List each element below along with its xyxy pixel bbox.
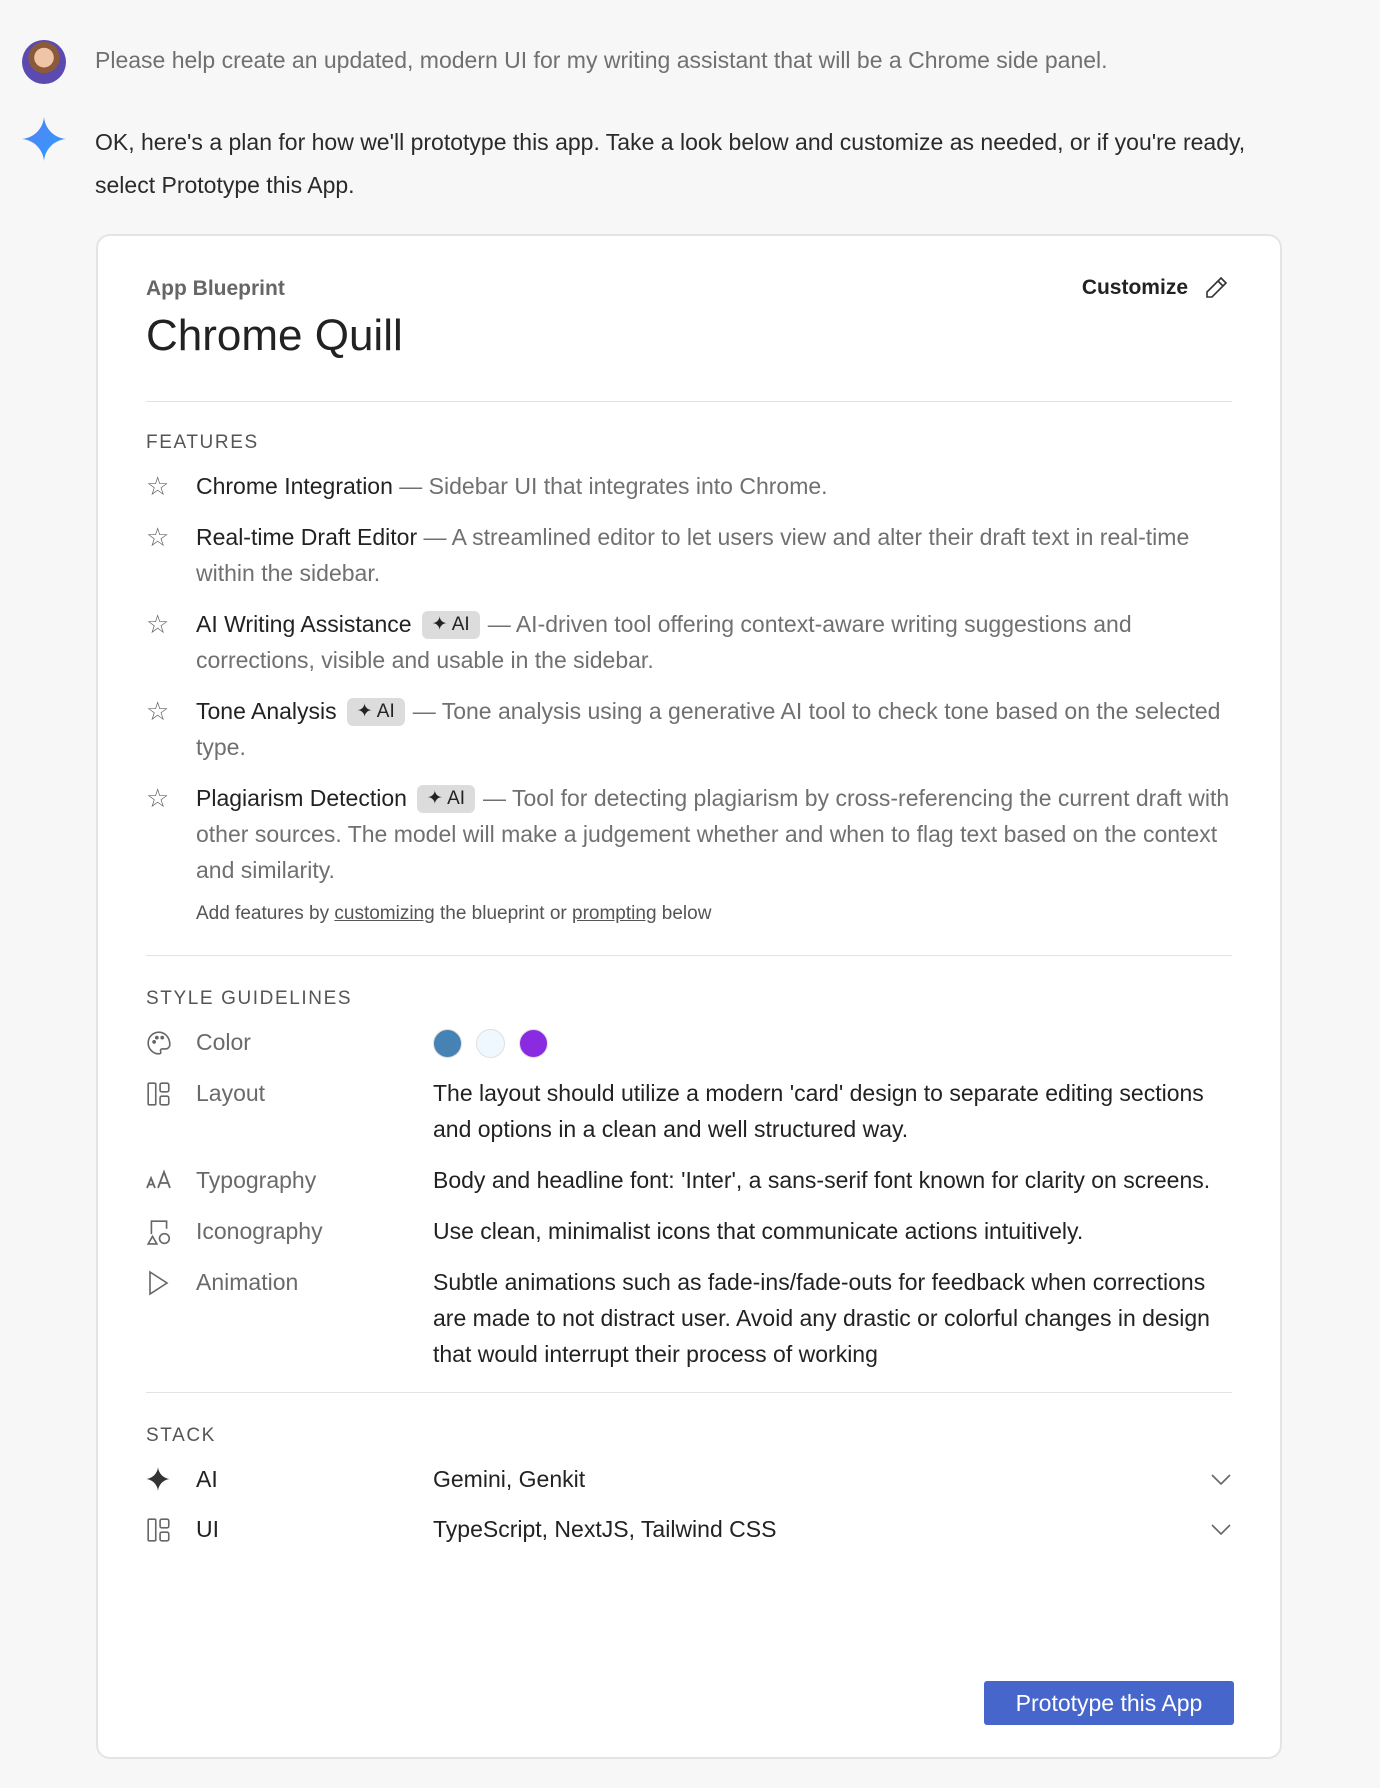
stack-row-ui[interactable] <box>146 1511 1232 1547</box>
feature-item <box>146 519 1232 591</box>
stack-value: Gemini, Genkit <box>433 1466 586 1492</box>
color-swatch[interactable] <box>519 1029 548 1058</box>
ai-badge: ✦ AI <box>422 611 480 639</box>
add-features-note <box>196 903 1232 925</box>
customize-button[interactable] <box>1082 276 1228 300</box>
style-row-animation <box>146 1264 1232 1372</box>
app-title: Chrome Quill <box>146 311 403 360</box>
feature-item <box>146 780 1232 888</box>
style-guidelines-heading: STYLE GUIDELINES <box>146 988 353 1009</box>
style-row-layout <box>146 1075 1232 1147</box>
palette-icon <box>146 1024 196 1060</box>
feature-description: — Tone analysis using a generative AI tool to check tone based on the selected type. <box>196 698 1221 760</box>
feature-item <box>146 693 1232 765</box>
color-swatches <box>433 1024 1232 1060</box>
style-label: Color <box>196 1029 251 1055</box>
feature-name: AI Writing Assistance <box>196 611 412 637</box>
divider <box>146 955 1232 956</box>
feature-name: Chrome Integration <box>196 473 393 499</box>
style-value: The layout should utilize a modern 'card' design to separate editing sections and options in a clean and well structured way. <box>433 1080 1204 1142</box>
stack-label: UI <box>196 1516 219 1542</box>
app-blueprint-card <box>96 234 1282 1759</box>
divider <box>146 401 1232 402</box>
feature-description: — A streamlined editor to let users view and alter their draft text in real-time within the sidebar. <box>196 524 1190 586</box>
assistant-message: OK, here's a plan for how we'll prototype this app. Take a look below and customize as needed, or if you're ready, select Prototype this App. <box>95 129 1246 198</box>
user-message: Please help create an updated, modern UI for my writing assistant that will be a Chrome side panel. <box>95 47 1108 73</box>
features-list <box>146 468 1232 888</box>
stack-list <box>146 1461 1232 1547</box>
stack-heading: STACK <box>146 1425 216 1446</box>
star-icon: ☆ <box>146 471 170 501</box>
stack-value: TypeScript, NextJS, Tailwind CSS <box>433 1516 777 1542</box>
style-guidelines-list <box>146 1024 1232 1372</box>
style-value: Subtle animations such as fade-ins/fade-outs for feedback when corrections are made to not distract user. Avoid any drastic or colorful changes in design that would interrupt their process of working <box>433 1269 1210 1367</box>
style-row-color <box>146 1024 1232 1060</box>
style-row-typography <box>146 1162 1232 1198</box>
feature-name: Plagiarism Detection <box>196 785 407 811</box>
style-row-iconography <box>146 1213 1232 1249</box>
feature-name: Tone Analysis <box>196 698 337 724</box>
star-icon: ☆ <box>146 522 170 552</box>
feature-name: Real-time Draft Editor <box>196 524 418 550</box>
chevron-down-icon[interactable] <box>1210 1461 1232 1497</box>
note-text: below <box>656 903 712 924</box>
style-label: Typography <box>196 1167 317 1193</box>
stack-label: AI <box>196 1466 218 1492</box>
note-text: the blueprint or <box>434 903 573 924</box>
ai-badge: ✦ AI <box>347 698 405 726</box>
style-label: Animation <box>196 1269 299 1295</box>
feature-item <box>146 606 1232 678</box>
star-icon: ☆ <box>146 609 170 639</box>
customizing-link[interactable]: customizing <box>334 903 435 924</box>
divider <box>146 1392 1232 1393</box>
style-label: Layout <box>196 1080 266 1106</box>
sparkle-icon <box>146 1461 196 1497</box>
features-heading: FEATURES <box>146 432 259 453</box>
feature-description: — Sidebar UI that integrates into Chrome. <box>399 473 828 499</box>
color-swatch[interactable] <box>433 1029 462 1058</box>
layout-icon <box>146 1075 196 1147</box>
star-icon: ☆ <box>146 783 170 813</box>
style-label: Iconography <box>196 1218 323 1244</box>
ai-badge: ✦ AI <box>417 785 475 813</box>
color-swatch[interactable] <box>476 1029 505 1058</box>
layout-icon <box>146 1511 196 1547</box>
note-text: Add features by <box>196 903 335 924</box>
style-value: Use clean, minimalist icons that communicate actions intuitively. <box>433 1218 1084 1244</box>
style-value: Body and headline font: 'Inter', a sans-serif font known for clarity on screens. <box>433 1167 1211 1193</box>
feature-description: — AI-driven tool offering context-aware writing suggestions and corrections, visible and usable in the sidebar. <box>196 611 1132 673</box>
chevron-down-icon[interactable] <box>1210 1511 1232 1547</box>
prototype-app-button[interactable]: Prototype this App <box>984 1681 1234 1725</box>
pencil-icon <box>1204 276 1228 300</box>
typography-icon <box>146 1162 196 1198</box>
feature-item <box>146 468 1232 504</box>
play-icon <box>146 1264 196 1372</box>
feature-description: — Tool for detecting plagiarism by cross-referencing the current draft with other sources. The model will make a judgement whether and when to flag text based on the context and similarity. <box>196 785 1230 883</box>
star-icon: ☆ <box>146 696 170 726</box>
blueprint-label: App Blueprint <box>146 277 285 300</box>
stack-row-ai[interactable] <box>146 1461 1232 1497</box>
prompting-link[interactable]: prompting <box>572 903 657 924</box>
gemini-sparkle-icon <box>22 117 66 161</box>
shapes-icon <box>146 1213 196 1249</box>
user-avatar <box>22 40 66 84</box>
customize-label: Customize <box>1081 276 1188 299</box>
